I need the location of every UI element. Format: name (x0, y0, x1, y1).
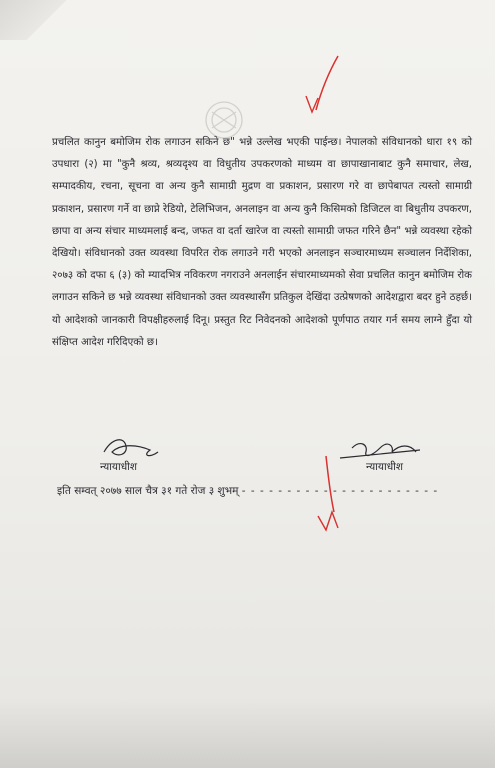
date-line-text: इति सम्वत् २०७७ साल चैत्र ३१ गते रोज ३ शुभम् (57, 485, 239, 497)
date-line-dashes: - - - - - - - - - - - - - - - - - - - - - - (241, 485, 439, 497)
page-bottom-shadow (0, 698, 495, 768)
order-body-text: प्रचलित कानुन बमोजिम रोक लगाउन सकिने छ" भन्ने उल्लेख भएकी पाईन्छ। नेपालको संविधानको धारा १९ को उपधारा (२) मा "कुनै श्रव्य, श्रव्यदृश्य वा विधुतीय उपकरणको माध्यम वा छापाखानाबाट कुनै समाचार, लेख, सम्पादकीय, रचना, सूचना वा अन्य कुनै सामाग्री मुद्रण वा प्रकाशन, प्रसारण गरे वा छापेबापत त्यस्तो सामाग्री प्रकाशन, प्रसारण गर्ने वा छाप्ने रेडियो, टेलिभिजन, अनलाइन वा अन्य कुनै किसिमको डिजिटल वा बिधुतीय उपकरण, छापा वा अन्य संचार माध्यमलाई बन्द, जफत वा दर्ता खारेज वा त्यस्तो सामाग्री जफत गरिने छैन" भन्ने व्यवस्था रहेको देखियो। संविधानको उक्त व्यवस्था विपरित रोक लगाउने गरी भएको अनलाइन सञ्चारमाध्यम सञ्चालन निर्देशिका, २०७३ को दफा ६ (३) को म्यादभित्र नविकरण नगराउने अनलाईन संचारमाध्यमको सेवा प्रचलित कानुन बमोजिम रोक लगाउन सकिने छ भन्ने व्यवस्था संविधानको उक्त व्यवस्थासँग प्रतिकुल देखिंदा उत्प्रेषणको आदेशद्वारा बदर हुने ठहर्छ। यो आदेशको जानकारी विपक्षीहरुलाई दिनू। प्रस्तुत रिट निवेदनको आदेशको पूर्णपाठ तयार गर्न समय लाग्ने हुँदा यो संक्षिप्त आदेश गरिदिएको छ। (52, 137, 472, 348)
signature-left-label: न्यायाधीश (100, 461, 138, 473)
signature-right-label: न्यायाधीश (366, 461, 404, 473)
